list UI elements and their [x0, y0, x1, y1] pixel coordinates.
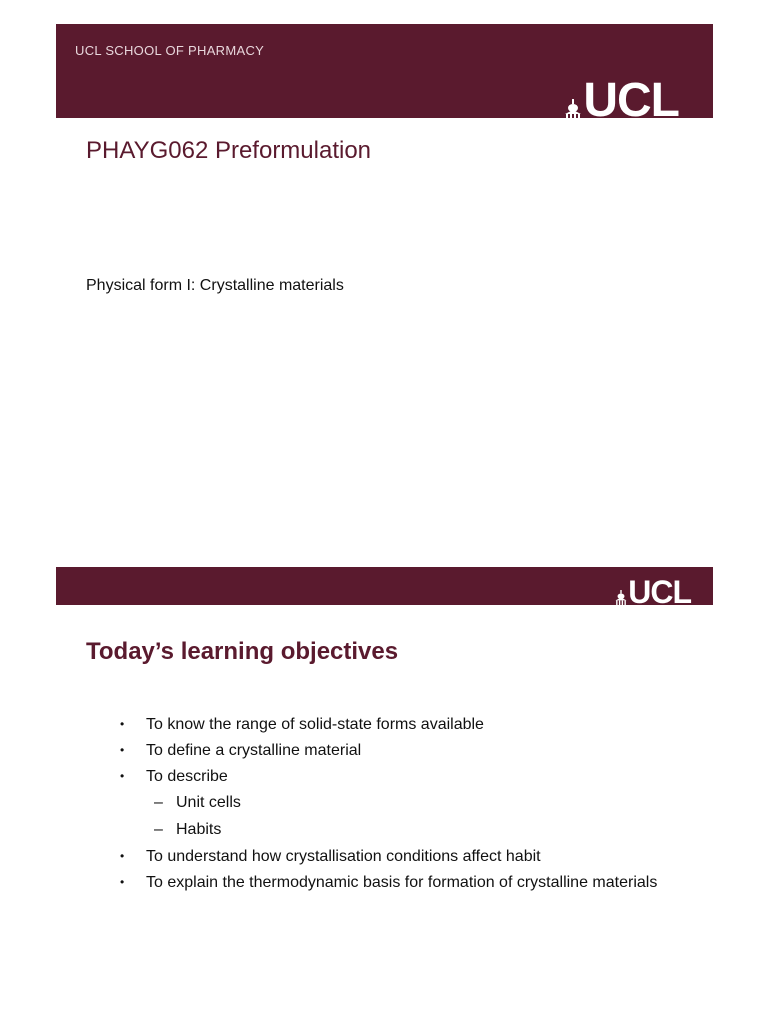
course-title: PHAYG062 Preformulation — [86, 137, 372, 164]
list-item: • To understand how crystallisation conditions affect habit — [120, 848, 541, 865]
logo-wordmark: UCL — [628, 574, 691, 610]
ucl-logo — [563, 74, 679, 127]
list-item: • To describe — [120, 768, 228, 785]
list-item: • To know the range of solid-state forms available — [120, 716, 484, 733]
list-subitem: – Unit cells — [154, 794, 241, 811]
objectives-list — [118, 715, 678, 899]
portico-icon — [563, 99, 583, 125]
slide-title: Today’s learning objectives — [86, 638, 399, 665]
list-subitem: – Habits — [154, 821, 222, 838]
header-banner — [56, 567, 713, 610]
slide-2 — [56, 567, 713, 987]
list-item: • To define a crystalline material — [120, 742, 362, 759]
portico-icon — [614, 590, 628, 608]
header-banner — [56, 24, 713, 127]
logo-wordmark: UCL — [583, 74, 679, 127]
list-item: • To explain the thermodynamic basis for formation of crystalline materials — [120, 874, 658, 891]
ucl-logo — [614, 576, 691, 608]
lecture-subtitle: Physical form I: Crystalline materials — [86, 277, 344, 294]
slide-1 — [56, 24, 713, 544]
school-name: UCL SCHOOL OF PHARMACY — [75, 43, 265, 58]
